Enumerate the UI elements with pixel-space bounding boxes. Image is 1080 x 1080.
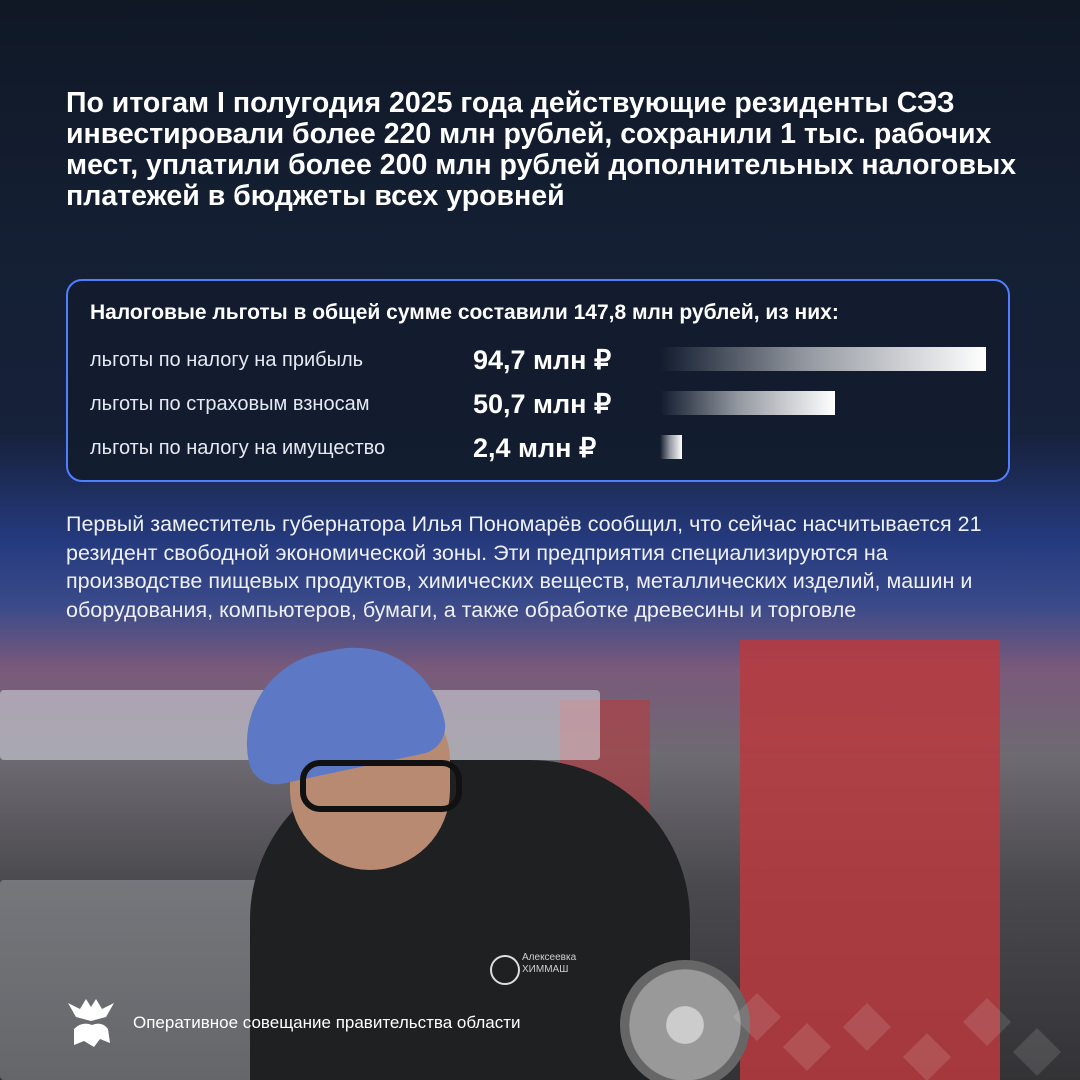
eagle-lion-emblem-icon [66, 995, 116, 1050]
shirt-logo-text: Алексеевка ХИММАШ [522, 952, 577, 975]
angle-grinder [620, 960, 750, 1080]
benefit-bar [660, 391, 835, 415]
safety-glasses [300, 760, 462, 812]
shirt-logo-icon [490, 955, 520, 985]
benefit-value: 2,4 млн ₽ [473, 433, 597, 463]
body-text: Первый заместитель губернатора Илья Пономарёв сообщил, что сейчас насчитывается 21 резидент свободной экономической зоны. Эти предприятия специализируются на производстве пищевых продуктов, химических веществ, металлических изделий, машин и оборудования, компьютеров, бумаги, а также обработке древесины и торговле [66, 512, 982, 622]
benefit-bar [660, 347, 986, 371]
benefit-value: 50,7 млн ₽ [473, 389, 612, 419]
benefit-row-profit-tax [68, 345, 1008, 375]
benefit-row-insurance [68, 389, 1008, 419]
footer-text: Оперативное совещание правительства области [133, 1013, 521, 1032]
headline: По итогам I полугодия 2025 года действующие резиденты СЭЗ инвестировали более 220 млн рублей, сохранили 1 тыс. рабочих мест, уплатили более 200 млн рублей дополнительных налоговых платежей в бюджеты всех уровней [66, 87, 1017, 212]
benefit-row-property-tax [68, 433, 1008, 463]
benefit-bar [660, 435, 682, 459]
benefit-label: льготы по страховым взносам [90, 393, 370, 415]
background-equipment [0, 880, 260, 1080]
panel-title: Налоговые льготы в общей сумме составили 147,8 млн рублей, из них: [90, 301, 839, 324]
benefit-label: льготы по налогу на прибыль [90, 349, 364, 371]
benefit-label: льготы по налогу на имущество [90, 437, 386, 459]
tax-benefits-panel [66, 279, 1010, 482]
benefit-value: 94,7 млн ₽ [473, 345, 612, 375]
